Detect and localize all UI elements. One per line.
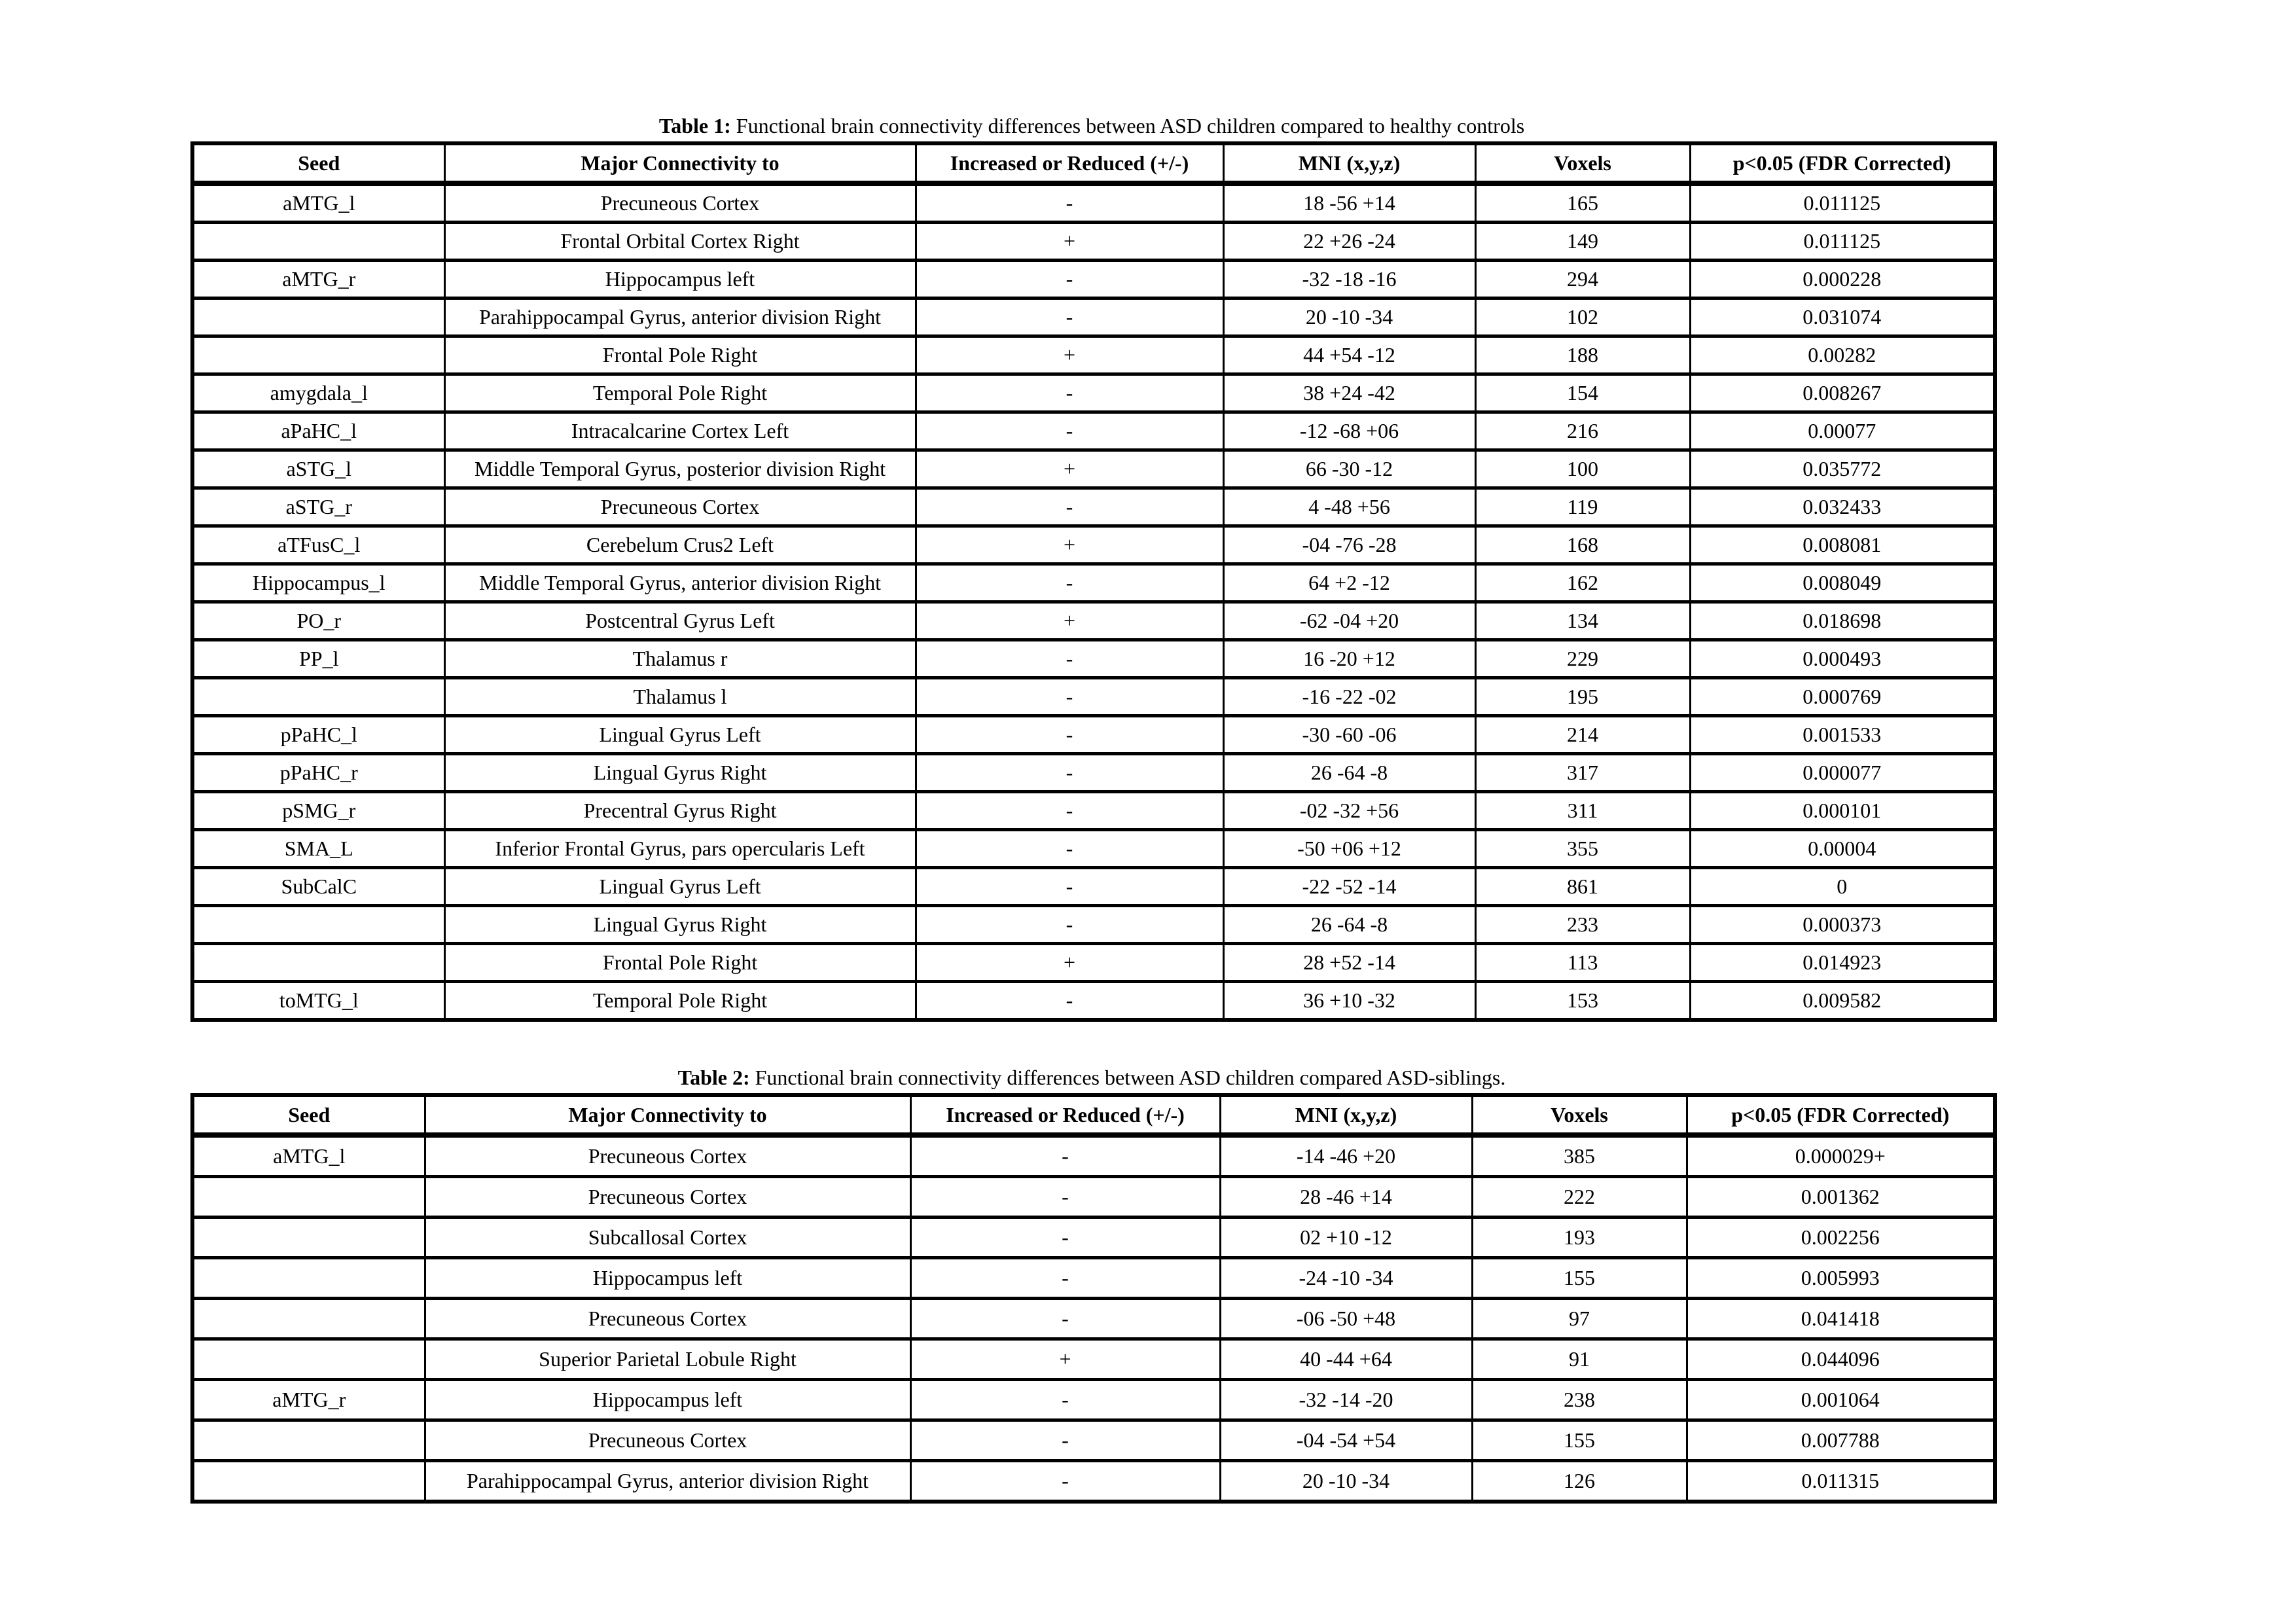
- cell-connectivity: Thalamus r: [444, 640, 916, 678]
- cell-direction: -: [916, 298, 1223, 336]
- cell-voxels: 113: [1475, 944, 1690, 982]
- cell-seed: [192, 1218, 425, 1258]
- table-row: [192, 488, 1995, 526]
- cell-voxels: 153: [1475, 982, 1690, 1020]
- cell-seed: PP_l: [192, 640, 444, 678]
- cell-mni: -62 -04 +20: [1223, 602, 1475, 640]
- cell-mni: -02 -32 +56: [1223, 792, 1475, 830]
- cell-seed: [192, 1420, 425, 1461]
- cell-connectivity: Hippocampus left: [425, 1258, 910, 1299]
- cell-direction: -: [916, 906, 1223, 944]
- cell-direction: -: [916, 261, 1223, 298]
- cell-direction: -: [910, 1420, 1220, 1461]
- header-p-value: p<0.05 (FDR Corrected): [1690, 143, 1995, 183]
- cell-voxels: 222: [1472, 1177, 1687, 1218]
- cell-direction: -: [910, 1177, 1220, 1218]
- cell-seed: pPaHC_r: [192, 754, 444, 792]
- cell-connectivity: Thalamus l: [444, 678, 916, 716]
- cell-direction: -: [916, 488, 1223, 526]
- cell-direction: -: [916, 982, 1223, 1020]
- cell-p-value: 0.002256: [1687, 1218, 1995, 1258]
- table-row: [192, 336, 1995, 374]
- cell-connectivity: Lingual Gyrus Left: [444, 868, 916, 906]
- cell-connectivity: Middle Temporal Gyrus, anterior division Right: [444, 564, 916, 602]
- cell-p-value: 0.008081: [1690, 526, 1995, 564]
- cell-p-value: 0.018698: [1690, 602, 1995, 640]
- table-row: [192, 223, 1995, 261]
- cell-seed: Hippocampus_l: [192, 564, 444, 602]
- table-row: [192, 830, 1995, 868]
- cell-seed: [192, 1258, 425, 1299]
- cell-mni: -24 -10 -34: [1220, 1258, 1472, 1299]
- cell-connectivity: Lingual Gyrus Right: [444, 754, 916, 792]
- table-2-caption-label: Table 2:: [677, 1066, 750, 1089]
- table-1-section: [190, 110, 1993, 1022]
- cell-mni: 4 -48 +56: [1223, 488, 1475, 526]
- table-2-body: [192, 1135, 1995, 1502]
- header-voxels: Voxels: [1472, 1095, 1687, 1135]
- cell-voxels: 238: [1472, 1380, 1687, 1420]
- cell-voxels: 195: [1475, 678, 1690, 716]
- cell-direction: +: [916, 450, 1223, 488]
- cell-mni: 38 +24 -42: [1223, 374, 1475, 412]
- cell-seed: [192, 298, 444, 336]
- cell-p-value: 0.000077: [1690, 754, 1995, 792]
- cell-seed: aMTG_r: [192, 1380, 425, 1420]
- cell-p-value: 0.000493: [1690, 640, 1995, 678]
- cell-voxels: 154: [1475, 374, 1690, 412]
- cell-mni: 20 -10 -34: [1220, 1461, 1472, 1502]
- cell-p-value: 0.011315: [1687, 1461, 1995, 1502]
- cell-seed: SubCalC: [192, 868, 444, 906]
- table-row: [192, 298, 1995, 336]
- cell-voxels: 385: [1472, 1135, 1687, 1177]
- cell-p-value: 0.044096: [1687, 1339, 1995, 1380]
- cell-seed: [192, 1177, 425, 1218]
- cell-connectivity: Frontal Pole Right: [444, 944, 916, 982]
- cell-direction: -: [916, 564, 1223, 602]
- table-row: [192, 716, 1995, 754]
- cell-seed: PO_r: [192, 602, 444, 640]
- cell-connectivity: Parahippocampal Gyrus, anterior division Right: [444, 298, 916, 336]
- cell-mni: 44 +54 -12: [1223, 336, 1475, 374]
- cell-p-value: 0.011125: [1690, 183, 1995, 223]
- cell-voxels: 214: [1475, 716, 1690, 754]
- table-1-caption: [190, 110, 1993, 141]
- table-2-caption: [190, 1062, 1993, 1093]
- header-direction: Increased or Reduced (+/-): [916, 143, 1223, 183]
- cell-connectivity: Precuneous Cortex: [425, 1135, 910, 1177]
- cell-p-value: 0.008267: [1690, 374, 1995, 412]
- cell-mni: 66 -30 -12: [1223, 450, 1475, 488]
- table-row: [192, 678, 1995, 716]
- cell-mni: -04 -76 -28: [1223, 526, 1475, 564]
- cell-direction: -: [910, 1218, 1220, 1258]
- cell-p-value: 0.011125: [1690, 223, 1995, 261]
- cell-seed: aPaHC_l: [192, 412, 444, 450]
- table-row: [192, 1380, 1995, 1420]
- cell-voxels: 91: [1472, 1339, 1687, 1380]
- header-mni: MNI (x,y,z): [1220, 1095, 1472, 1135]
- cell-mni: 40 -44 +64: [1220, 1339, 1472, 1380]
- cell-direction: +: [916, 526, 1223, 564]
- cell-voxels: 311: [1475, 792, 1690, 830]
- cell-mni: -04 -54 +54: [1220, 1420, 1472, 1461]
- cell-mni: -16 -22 -02: [1223, 678, 1475, 716]
- cell-connectivity: Inferior Frontal Gyrus, pars opercularis Left: [444, 830, 916, 868]
- cell-connectivity: Intracalcarine Cortex Left: [444, 412, 916, 450]
- table-row: [192, 640, 1995, 678]
- cell-connectivity: Parahippocampal Gyrus, anterior division Right: [425, 1461, 910, 1502]
- cell-direction: -: [916, 412, 1223, 450]
- cell-voxels: 97: [1472, 1299, 1687, 1339]
- table-row: [192, 1339, 1995, 1380]
- cell-direction: -: [916, 792, 1223, 830]
- cell-voxels: 168: [1475, 526, 1690, 564]
- cell-direction: -: [910, 1299, 1220, 1339]
- cell-seed: aMTG_l: [192, 1135, 425, 1177]
- table-row: [192, 906, 1995, 944]
- cell-p-value: 0.035772: [1690, 450, 1995, 488]
- header-mni: MNI (x,y,z): [1223, 143, 1475, 183]
- cell-seed: [192, 1299, 425, 1339]
- cell-mni: 28 +52 -14: [1223, 944, 1475, 982]
- cell-connectivity: Precuneous Cortex: [444, 183, 916, 223]
- table-1: [190, 141, 1997, 1022]
- cell-connectivity: Temporal Pole Right: [444, 982, 916, 1020]
- table-row: [192, 1135, 1995, 1177]
- cell-p-value: 0.014923: [1690, 944, 1995, 982]
- cell-direction: -: [916, 640, 1223, 678]
- cell-mni: 36 +10 -32: [1223, 982, 1475, 1020]
- cell-connectivity: Postcentral Gyrus Left: [444, 602, 916, 640]
- cell-direction: -: [910, 1135, 1220, 1177]
- header-p-value: p<0.05 (FDR Corrected): [1687, 1095, 1995, 1135]
- cell-voxels: 317: [1475, 754, 1690, 792]
- table-row: [192, 261, 1995, 298]
- cell-mni: 64 +2 -12: [1223, 564, 1475, 602]
- table-2: [190, 1093, 1997, 1504]
- cell-seed: [192, 678, 444, 716]
- cell-seed: aTFusC_l: [192, 526, 444, 564]
- cell-voxels: 149: [1475, 223, 1690, 261]
- cell-seed: pPaHC_l: [192, 716, 444, 754]
- table-row: [192, 944, 1995, 982]
- cell-direction: -: [916, 868, 1223, 906]
- cell-mni: 18 -56 +14: [1223, 183, 1475, 223]
- table-row: [192, 564, 1995, 602]
- cell-voxels: 100: [1475, 450, 1690, 488]
- cell-p-value: 0.008049: [1690, 564, 1995, 602]
- cell-mni: -12 -68 +06: [1223, 412, 1475, 450]
- cell-direction: -: [910, 1461, 1220, 1502]
- cell-direction: +: [916, 223, 1223, 261]
- header-connectivity: Major Connectivity to: [444, 143, 916, 183]
- table-2-section: [190, 1062, 1993, 1504]
- cell-direction: +: [916, 336, 1223, 374]
- table-row: [192, 183, 1995, 223]
- cell-connectivity: Hippocampus left: [425, 1380, 910, 1420]
- cell-connectivity: Frontal Orbital Cortex Right: [444, 223, 916, 261]
- cell-voxels: 216: [1475, 412, 1690, 450]
- cell-mni: 22 +26 -24: [1223, 223, 1475, 261]
- cell-p-value: 0.041418: [1687, 1299, 1995, 1339]
- cell-p-value: 0.031074: [1690, 298, 1995, 336]
- cell-p-value: 0.000228: [1690, 261, 1995, 298]
- table-1-header-row: [192, 143, 1995, 183]
- cell-p-value: 0.00004: [1690, 830, 1995, 868]
- table-row: [192, 1299, 1995, 1339]
- cell-p-value: 0: [1690, 868, 1995, 906]
- table-row: [192, 1218, 1995, 1258]
- cell-voxels: 165: [1475, 183, 1690, 223]
- cell-connectivity: Hippocampus left: [444, 261, 916, 298]
- cell-seed: SMA_L: [192, 830, 444, 868]
- cell-mni: -22 -52 -14: [1223, 868, 1475, 906]
- cell-connectivity: Superior Parietal Lobule Right: [425, 1339, 910, 1380]
- cell-seed: amygdala_l: [192, 374, 444, 412]
- cell-seed: [192, 223, 444, 261]
- cell-direction: -: [916, 678, 1223, 716]
- cell-seed: aSTG_l: [192, 450, 444, 488]
- cell-p-value: 0.007788: [1687, 1420, 1995, 1461]
- table-row: [192, 792, 1995, 830]
- cell-seed: toMTG_l: [192, 982, 444, 1020]
- cell-connectivity: Lingual Gyrus Left: [444, 716, 916, 754]
- cell-mni: -32 -18 -16: [1223, 261, 1475, 298]
- cell-voxels: 229: [1475, 640, 1690, 678]
- cell-mni: 26 -64 -8: [1223, 906, 1475, 944]
- cell-p-value: 0.000373: [1690, 906, 1995, 944]
- cell-voxels: 155: [1472, 1258, 1687, 1299]
- cell-p-value: 0.001362: [1687, 1177, 1995, 1218]
- cell-p-value: 0.032433: [1690, 488, 1995, 526]
- table-row: [192, 1177, 1995, 1218]
- cell-connectivity: Precuneous Cortex: [444, 488, 916, 526]
- cell-mni: 26 -64 -8: [1223, 754, 1475, 792]
- cell-connectivity: Subcallosal Cortex: [425, 1218, 910, 1258]
- cell-p-value: 0.009582: [1690, 982, 1995, 1020]
- cell-p-value: 0.000101: [1690, 792, 1995, 830]
- cell-connectivity: Precuneous Cortex: [425, 1420, 910, 1461]
- cell-connectivity: Frontal Pole Right: [444, 336, 916, 374]
- cell-mni: 28 -46 +14: [1220, 1177, 1472, 1218]
- cell-mni: -32 -14 -20: [1220, 1380, 1472, 1420]
- table-row: [192, 526, 1995, 564]
- table-row: [192, 982, 1995, 1020]
- table-2-caption-text: Functional brain connectivity differences between ASD children compared ASD-siblings.: [749, 1066, 1506, 1089]
- cell-direction: +: [916, 944, 1223, 982]
- cell-voxels: 119: [1475, 488, 1690, 526]
- cell-p-value: 0.001064: [1687, 1380, 1995, 1420]
- cell-connectivity: Lingual Gyrus Right: [444, 906, 916, 944]
- cell-voxels: 233: [1475, 906, 1690, 944]
- cell-direction: +: [916, 602, 1223, 640]
- table-row: [192, 412, 1995, 450]
- cell-connectivity: Middle Temporal Gyrus, posterior division Right: [444, 450, 916, 488]
- table-row: [192, 868, 1995, 906]
- table-row: [192, 1461, 1995, 1502]
- cell-voxels: 102: [1475, 298, 1690, 336]
- cell-seed: aSTG_r: [192, 488, 444, 526]
- cell-seed: aMTG_r: [192, 261, 444, 298]
- table-row: [192, 1420, 1995, 1461]
- cell-mni: -06 -50 +48: [1220, 1299, 1472, 1339]
- cell-p-value: 0.005993: [1687, 1258, 1995, 1299]
- table-1-caption-text: Functional brain connectivity differences between ASD children compared to healthy controls: [730, 114, 1525, 137]
- cell-seed: pSMG_r: [192, 792, 444, 830]
- cell-voxels: 155: [1472, 1420, 1687, 1461]
- cell-seed: [192, 1339, 425, 1380]
- cell-connectivity: Precuneous Cortex: [425, 1299, 910, 1339]
- cell-p-value: 0.001533: [1690, 716, 1995, 754]
- table-2-header-row: [192, 1095, 1995, 1135]
- cell-mni: 02 +10 -12: [1220, 1218, 1472, 1258]
- cell-mni: 16 -20 +12: [1223, 640, 1475, 678]
- cell-voxels: 134: [1475, 602, 1690, 640]
- cell-seed: [192, 336, 444, 374]
- table-row: [192, 1258, 1995, 1299]
- cell-connectivity: Temporal Pole Right: [444, 374, 916, 412]
- cell-direction: -: [910, 1380, 1220, 1420]
- cell-voxels: 193: [1472, 1218, 1687, 1258]
- cell-mni: 20 -10 -34: [1223, 298, 1475, 336]
- cell-mni: -30 -60 -06: [1223, 716, 1475, 754]
- cell-voxels: 126: [1472, 1461, 1687, 1502]
- cell-voxels: 355: [1475, 830, 1690, 868]
- cell-seed: [192, 944, 444, 982]
- cell-p-value: 0.00282: [1690, 336, 1995, 374]
- cell-connectivity: Precuneous Cortex: [425, 1177, 910, 1218]
- cell-seed: [192, 1461, 425, 1502]
- cell-voxels: 861: [1475, 868, 1690, 906]
- header-direction: Increased or Reduced (+/-): [910, 1095, 1220, 1135]
- table-row: [192, 754, 1995, 792]
- header-seed: Seed: [192, 1095, 425, 1135]
- cell-p-value: 0.000029+: [1687, 1135, 1995, 1177]
- header-voxels: Voxels: [1475, 143, 1690, 183]
- table-1-caption-label: Table 1:: [658, 114, 731, 137]
- cell-direction: -: [916, 374, 1223, 412]
- cell-voxels: 294: [1475, 261, 1690, 298]
- cell-mni: -50 +06 +12: [1223, 830, 1475, 868]
- cell-direction: -: [916, 716, 1223, 754]
- cell-direction: +: [910, 1339, 1220, 1380]
- table-1-body: [192, 183, 1995, 1020]
- cell-direction: -: [916, 183, 1223, 223]
- cell-mni: -14 -46 +20: [1220, 1135, 1472, 1177]
- table-row: [192, 602, 1995, 640]
- cell-connectivity: Precentral Gyrus Right: [444, 792, 916, 830]
- cell-voxels: 162: [1475, 564, 1690, 602]
- cell-direction: -: [916, 830, 1223, 868]
- cell-voxels: 188: [1475, 336, 1690, 374]
- header-connectivity: Major Connectivity to: [425, 1095, 910, 1135]
- header-seed: Seed: [192, 143, 444, 183]
- cell-seed: [192, 906, 444, 944]
- cell-direction: -: [916, 754, 1223, 792]
- cell-p-value: 0.00077: [1690, 412, 1995, 450]
- cell-connectivity: Cerebelum Crus2 Left: [444, 526, 916, 564]
- table-row: [192, 450, 1995, 488]
- table-row: [192, 374, 1995, 412]
- cell-p-value: 0.000769: [1690, 678, 1995, 716]
- cell-direction: -: [910, 1258, 1220, 1299]
- cell-seed: aMTG_l: [192, 183, 444, 223]
